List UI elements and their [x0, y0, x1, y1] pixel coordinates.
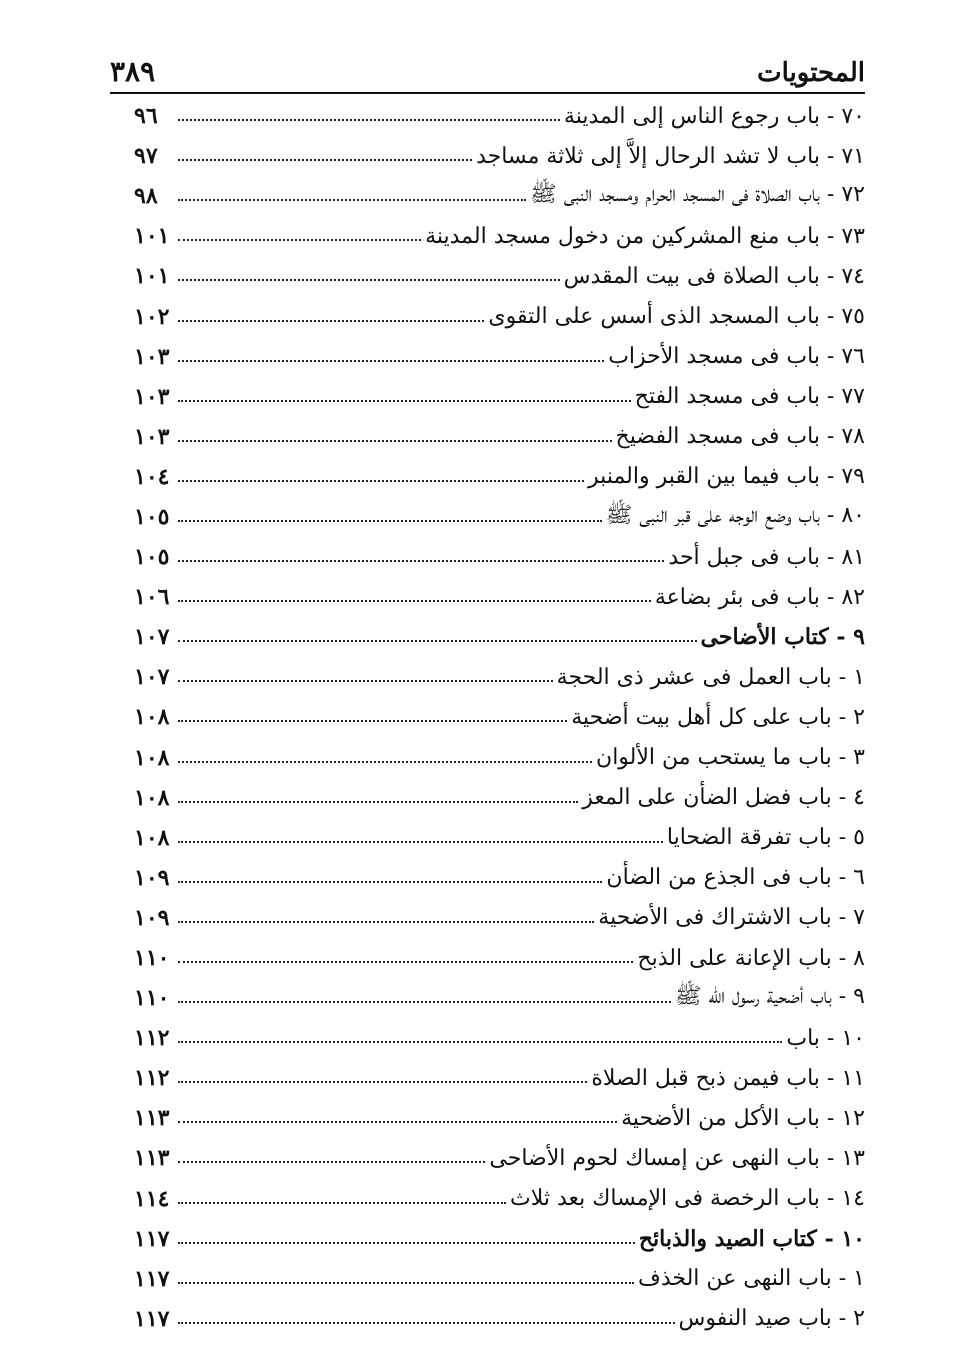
toc-entry-title: ٨١ - باب فى جبل أحد — [668, 544, 865, 570]
toc-page-number: ١٠٣ — [134, 383, 170, 410]
toc-entry-title: ٨ - باب الإعانة على الذبح — [637, 945, 865, 971]
toc-page-number: ١١٧ — [134, 1265, 170, 1292]
dot-leader — [178, 1202, 506, 1204]
toc-entry-title: ٢ - باب صيد النفوس — [678, 1306, 865, 1332]
toc-entry-title: ٦ - باب فى الجذع من الضأن — [606, 865, 865, 891]
dot-leader — [178, 1041, 782, 1043]
dot-leader — [178, 560, 664, 562]
dot-leader — [178, 1282, 634, 1284]
toc-entry-title: ٢ - باب على كل أهل بيت أضحية — [571, 704, 865, 730]
toc-page-number: ١١٠ — [134, 945, 170, 972]
toc-row — [134, 738, 865, 778]
toc-entry-title: ٧٥ - باب المسجد الذى أسس على التقوى — [488, 304, 865, 330]
toc-entry-title: ١٤ - باب الرخصة فى الإمساك بعد ثلاث — [510, 1186, 865, 1212]
dot-leader — [178, 520, 602, 522]
toc-entry-title: ٤ - باب فضل الضأن على المعز — [582, 785, 865, 811]
toc-row — [134, 256, 865, 296]
dot-leader — [178, 1242, 635, 1244]
dot-leader — [178, 921, 594, 923]
toc-page-number: ١٠٨ — [134, 824, 170, 851]
toc-page-number: ١٠٧ — [134, 624, 170, 651]
table-of-contents — [134, 96, 865, 1339]
toc-row — [134, 296, 865, 336]
dot-leader — [178, 199, 526, 201]
toc-page-number: ٩٧ — [134, 143, 158, 170]
toc-entry-title: ١٠ - كتاب الصيد والذبائح — [638, 1225, 865, 1252]
toc-row — [134, 898, 865, 938]
dot-leader — [178, 761, 592, 763]
toc-row — [134, 858, 865, 898]
toc-entry-title: ١٣ - باب النهى عن إمساك لحوم الأضاحى — [489, 1145, 865, 1171]
dot-leader — [178, 680, 553, 682]
toc-row — [134, 778, 865, 818]
toc-page-number: ١٠٨ — [134, 704, 170, 731]
dot-leader — [178, 400, 631, 402]
toc-page-number: ١١٣ — [134, 1105, 170, 1132]
toc-entry-title: ٧٤ - باب الصلاة فى بيت المقدس — [563, 263, 865, 289]
toc-row — [134, 577, 865, 617]
toc-entry-title: ١ - باب النهى عن الخذف — [638, 1266, 865, 1292]
toc-page-number: ١٠٩ — [134, 904, 170, 931]
toc-entry-title: ٨٠ - باب وضع الوجه على قبر النبى ﷺ — [605, 502, 865, 528]
toc-page-number: ١٠٣ — [134, 423, 170, 450]
toc-entry-title: ٩ - باب أضحية رسول الله ﷺ — [674, 984, 865, 1010]
toc-row — [134, 657, 865, 697]
toc-page-number: ١٠٧ — [134, 664, 170, 691]
toc-page-number: ١١٢ — [134, 1065, 170, 1092]
dot-leader — [178, 881, 602, 883]
toc-row — [134, 818, 865, 858]
toc-row — [134, 938, 865, 978]
toc-entry-title: ٧٨ - باب فى مسجد الفضيخ — [615, 424, 865, 450]
toc-entry-title: ٧٠ - باب رجوع الناس إلى المدينة — [563, 103, 865, 129]
toc-row — [134, 417, 865, 457]
toc-row — [134, 1138, 865, 1178]
toc-row — [134, 457, 865, 497]
toc-page-number: ١١٤ — [134, 1185, 170, 1212]
dot-leader — [178, 360, 604, 362]
toc-row — [134, 537, 865, 577]
dot-leader — [178, 1081, 587, 1083]
dot-leader — [178, 119, 560, 121]
toc-row — [134, 176, 865, 216]
toc-chapter-row — [134, 617, 865, 657]
toc-page-number: ١١٠ — [134, 985, 170, 1012]
toc-row — [134, 1098, 865, 1138]
toc-row — [134, 1058, 865, 1098]
toc-entry-title: ١ - باب العمل فى عشر ذى الحجة — [556, 664, 865, 690]
page-title: المحتويات — [757, 58, 865, 88]
toc-entry-title: ١١ - باب فيمن ذبح قبل الصلاة — [591, 1065, 865, 1091]
toc-row — [134, 1018, 865, 1058]
toc-page-number: ٩٨ — [134, 183, 158, 210]
toc-row — [134, 136, 865, 176]
toc-entry-title: ٧٩ - باب فيما بين القبر والمنبر — [588, 464, 865, 490]
toc-page-number: ١١٣ — [134, 1145, 170, 1172]
dot-leader — [178, 961, 633, 963]
toc-row — [134, 1179, 865, 1219]
dot-leader — [178, 279, 560, 281]
toc-row — [134, 337, 865, 377]
toc-entry-title: ١٠ - باب — [786, 1025, 865, 1051]
toc-row — [134, 1299, 865, 1339]
dot-leader — [178, 159, 472, 161]
toc-page-number: ١٠١ — [134, 223, 170, 250]
dot-leader — [178, 640, 697, 642]
dot-leader — [178, 1121, 617, 1123]
dot-leader — [178, 440, 612, 442]
toc-row — [134, 978, 865, 1018]
toc-entry-title: ٧٧ - باب فى مسجد الفتح — [634, 384, 865, 410]
dot-leader — [178, 600, 651, 602]
dot-leader — [178, 320, 484, 322]
toc-entry-title: ٧٦ - باب فى مسجد الأحزاب — [608, 344, 865, 370]
toc-entry-title: ٧ - باب الاشتراك فى الأضحية — [598, 905, 865, 931]
toc-page-number: ٩٦ — [134, 103, 158, 130]
toc-row — [134, 377, 865, 417]
toc-entry-title: ٩ - كتاب الأضاحى — [700, 624, 865, 651]
toc-page-number: ١١٧ — [134, 1225, 170, 1252]
toc-entry-title: ١٢ - باب الأكل من الأضحية — [621, 1105, 865, 1131]
toc-page-number: ١١٢ — [134, 1025, 170, 1052]
page-header — [110, 38, 865, 94]
dot-leader — [178, 239, 421, 241]
toc-page-number: ١١٧ — [134, 1305, 170, 1332]
dot-leader — [178, 841, 663, 843]
toc-page-number: ١٠٣ — [134, 343, 170, 370]
toc-page-number: ١٠٥ — [134, 544, 170, 571]
toc-entry-title: ٧٣ - باب منع المشركين من دخول مسجد المدينة — [425, 223, 865, 249]
toc-row — [134, 497, 865, 537]
toc-page-number: ١٠٥ — [134, 503, 170, 530]
dot-leader — [178, 1322, 675, 1324]
toc-entry-title: ٣ - باب ما يستحب من الألوان — [596, 745, 865, 771]
dot-leader — [178, 801, 578, 803]
dot-leader — [178, 720, 567, 722]
page-number: ٣٨٩ — [110, 55, 156, 88]
toc-entry-title: ٥ - باب تفرقة الضحايا — [666, 825, 865, 851]
toc-entry-title: ٨٢ - باب فى بئر بضاعة — [654, 584, 865, 610]
toc-entry-title: ٧١ - باب لا تشد الرحال إلاَّ إلى ثلاثة مساجد — [476, 143, 865, 169]
dot-leader — [178, 480, 584, 482]
toc-page-number: ١٠٤ — [134, 463, 170, 490]
toc-row — [134, 96, 865, 136]
toc-entry-title: ٧٢ - باب الصلاة فى المسجد الحرام ومسجد النبى ﷺ — [530, 182, 865, 208]
toc-page-number: ١٠٢ — [134, 303, 170, 330]
toc-page-number: ١٠٨ — [134, 784, 170, 811]
toc-page-number: ١٠٨ — [134, 744, 170, 771]
toc-row — [134, 216, 865, 256]
toc-page-number: ١٠٦ — [134, 584, 170, 611]
toc-page-number: ١٠١ — [134, 263, 170, 290]
toc-chapter-row — [134, 1219, 865, 1259]
toc-page-number: ١٠٩ — [134, 864, 170, 891]
toc-row — [134, 1259, 865, 1299]
dot-leader — [178, 1161, 485, 1163]
toc-row — [134, 697, 865, 737]
dot-leader — [178, 1001, 671, 1003]
